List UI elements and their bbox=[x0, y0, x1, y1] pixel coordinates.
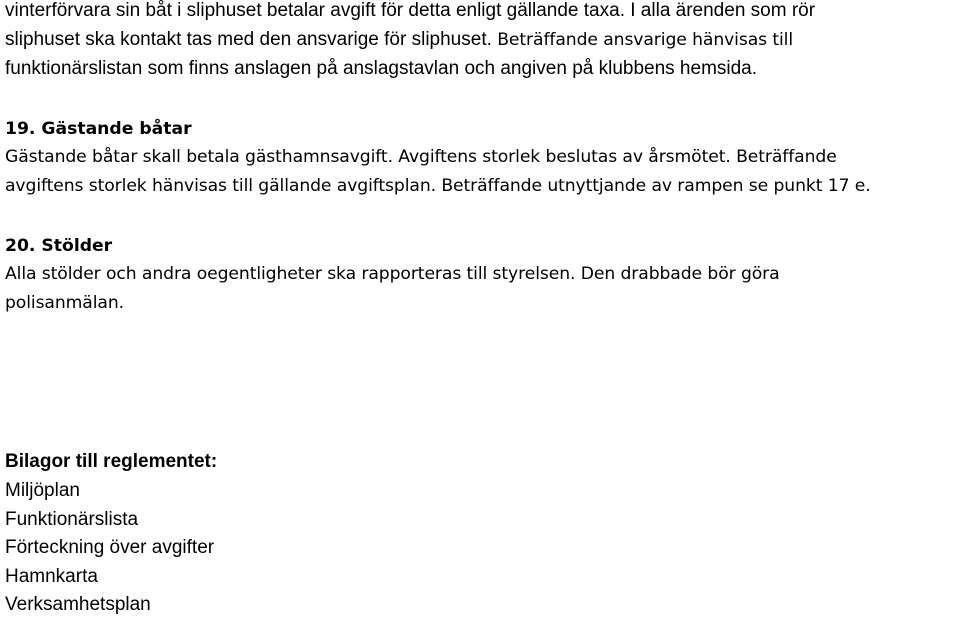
intro-line-1: vinterförvara sin båt i sliphuset betalar avgift för detta enligt gällande taxa. I alla ärenden som rör bbox=[5, 0, 816, 21]
intro-line-2b: Beträffande ansvarige hänvisas till bbox=[491, 30, 794, 50]
section-20-heading: 20. Stölder bbox=[5, 236, 113, 256]
attachment-item: Förteckning över avgifter bbox=[5, 537, 215, 558]
intro-line-2 bbox=[5, 28, 793, 52]
intro-line-3: funktionärslistan som finns anslagen på anslagstavlan och angiven på klubbens hemsida. bbox=[5, 58, 758, 79]
section-20-line-2: polisanmälan. bbox=[5, 293, 124, 313]
section-19-line-2: avgiftens storlek hänvisas till gällande avgiftsplan. Beträffande utnyttjande av rampen se punkt 17 e. bbox=[5, 176, 871, 196]
intro-line-2a: sliphuset ska kontakt tas med den ansvarige för sliphuset. bbox=[5, 29, 492, 50]
section-19-line-1: Gästande båtar skall betala gästhamnsavgift. Avgiftens storlek beslutas av årsmötet. Beträffande bbox=[5, 147, 837, 167]
attachment-item: Miljöplan bbox=[5, 480, 80, 501]
section-20-line-1: Alla stölder och andra oegentligheter ska rapporteras till styrelsen. Den drabbade bör göra bbox=[5, 264, 780, 284]
attachments-heading: Bilagor till reglementet: bbox=[5, 451, 218, 472]
attachment-item: Funktionärslista bbox=[5, 509, 139, 530]
attachment-item: Verksamhetsplan bbox=[5, 594, 151, 615]
attachment-item: Hamnkarta bbox=[5, 566, 98, 587]
section-19-heading: 19. Gästande båtar bbox=[5, 119, 192, 139]
